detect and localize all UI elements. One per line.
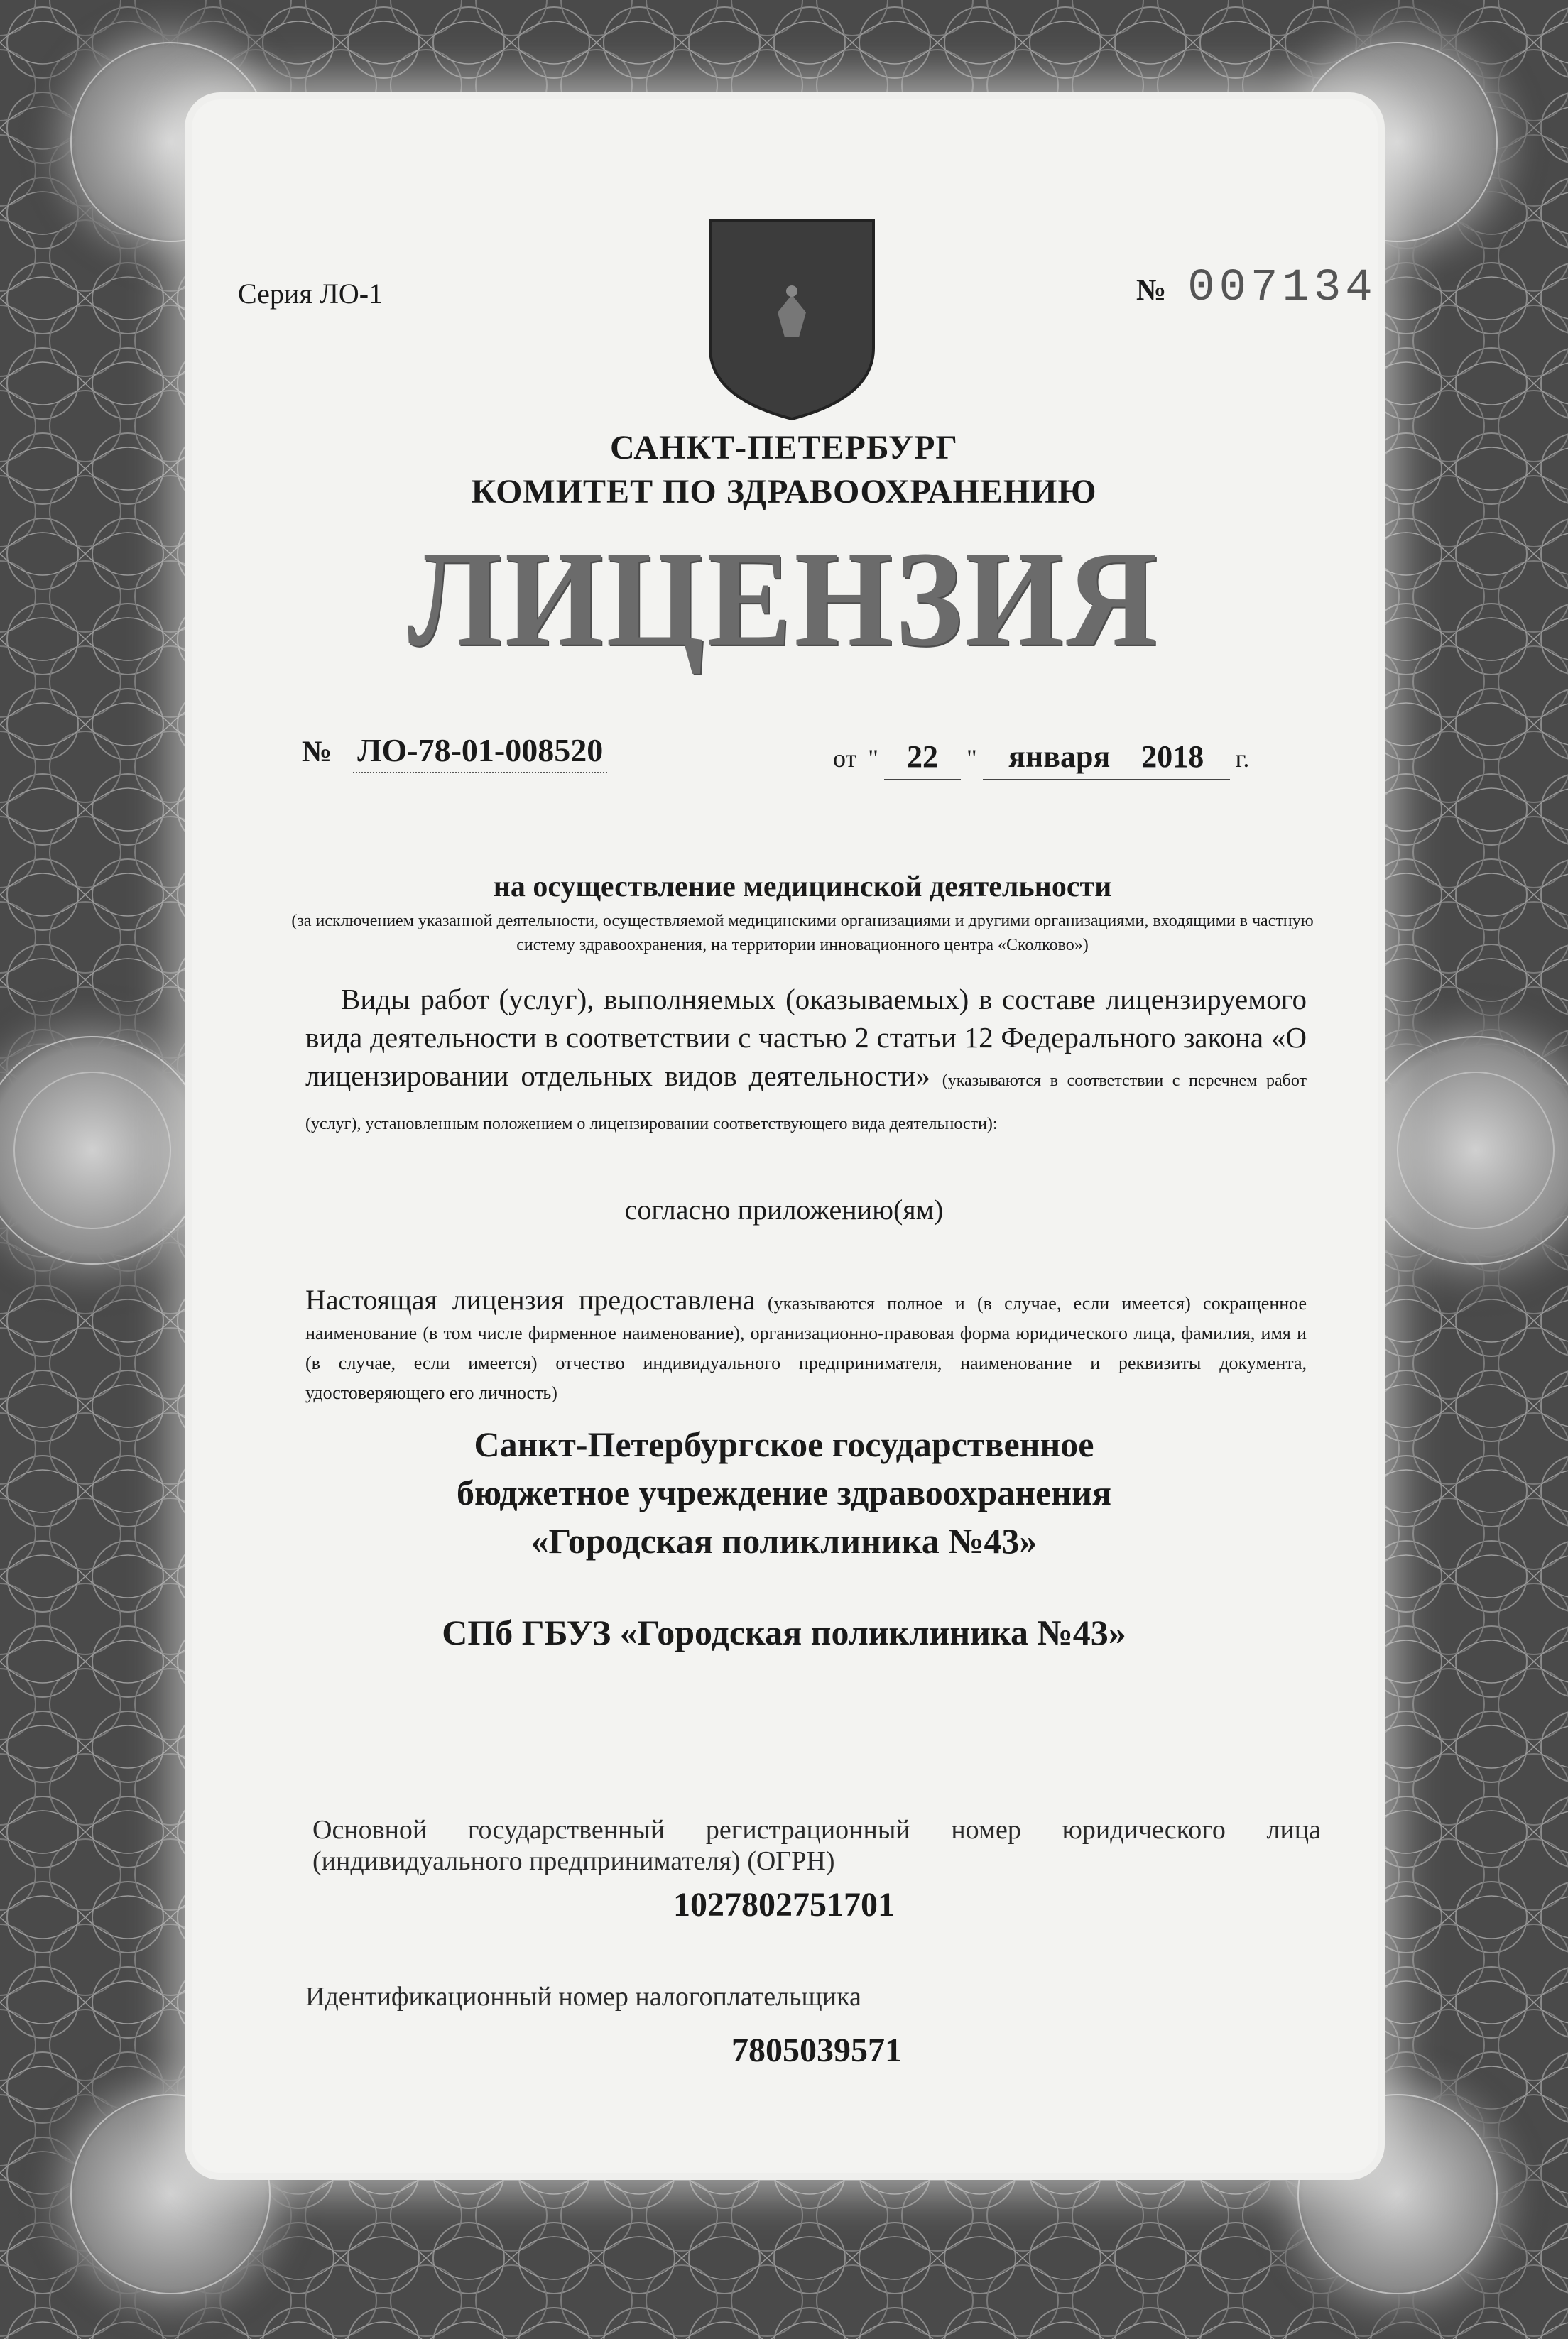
serial-number: 007134 — [1187, 263, 1377, 314]
date-year: 2018 — [1141, 739, 1204, 774]
organization-short-name: СПб ГБУЗ «Городская поликлиника №43» — [442, 1613, 1126, 1652]
date-month: января — [1008, 739, 1111, 774]
works-lead: Виды работ (услуг), выполняемых (оказываемых) в составе лицензируемого вида деятельности в соответствии с частью 2 статьи 12 Федерального закона «О лицензировании отдельных видов деятельности» — [305, 983, 1307, 1092]
inn-value: 7805039571 — [731, 2032, 902, 2069]
org-line-3: «Городская поликлиника №43» — [530, 1521, 1038, 1561]
issuing-authority — [0, 426, 1568, 514]
form-number — [1136, 263, 1377, 314]
granted-note: (указываются полное и (в случае, если имеется) сокращенное наименование (в том числе фирменное наименование), организационно-правовая форма юридического лица, фамилия, имя и (в случае, если имеется) отчество индивидуального предпринимателя, наименование и реквизиты документа, удостоверяющего его личность) — [305, 1293, 1307, 1403]
date-prefix: от — [833, 744, 857, 773]
license-purpose: на осуществление медицинской деятельности — [493, 871, 1112, 903]
granted-lead: Настоящая лицензия предоставлена — [305, 1284, 756, 1316]
license-date — [827, 738, 1255, 780]
organization-full-name — [0, 1420, 1568, 1565]
per-appendix: согласно приложению(ям) — [624, 1194, 944, 1226]
date-month-year — [983, 738, 1230, 780]
date-day: 22 — [884, 738, 961, 780]
license-number-sign: № — [302, 736, 332, 768]
org-line-1: Санкт-Петербургское государственное — [474, 1424, 1094, 1464]
works-text — [305, 980, 1307, 1143]
quote-open: " — [868, 744, 878, 773]
purpose-note: (за исключением указанной деятельности, осуществляемой медицинскими организациями и другими организациями, входящими в частную систему здравоохранения, на территории инновационного центра «Сколково») — [291, 912, 1314, 954]
authority-committee: КОМИТЕТ ПО ЗДРАВООХРАНЕНИЮ — [471, 473, 1097, 511]
license-number-value: ЛО-78-01-008520 — [353, 731, 607, 773]
ogrn-value: 1027802751701 — [673, 1886, 895, 1924]
license-number — [302, 731, 607, 773]
works-note: (указываются в соответствии с перечнем работ (услуг), установленным положением о лицензировании соответствующего вида деятельности): — [305, 1072, 1307, 1133]
authority-city: САНКТ-ПЕТЕРБУРГ — [610, 429, 958, 467]
org-line-2: бюджетное учреждение здравоохранения — [457, 1473, 1111, 1512]
year-suffix: г. — [1235, 744, 1250, 773]
ogrn-label: Основной государственный регистрационный номер юридического лица (индивидуального предпринимателя) (ОГРН) — [312, 1815, 1321, 1876]
inn-label: Идентификационный номер налогоплательщика — [305, 1982, 861, 2012]
series-label: Серия ЛО-1 — [238, 278, 383, 310]
works-section — [305, 980, 1307, 1143]
number-sign: № — [1136, 274, 1167, 307]
coat-of-arms-icon — [703, 213, 881, 426]
granted-section — [305, 1285, 1307, 1408]
document-title: ЛИЦЕНЗИЯ — [408, 523, 1160, 675]
quote-close: " — [966, 744, 977, 773]
